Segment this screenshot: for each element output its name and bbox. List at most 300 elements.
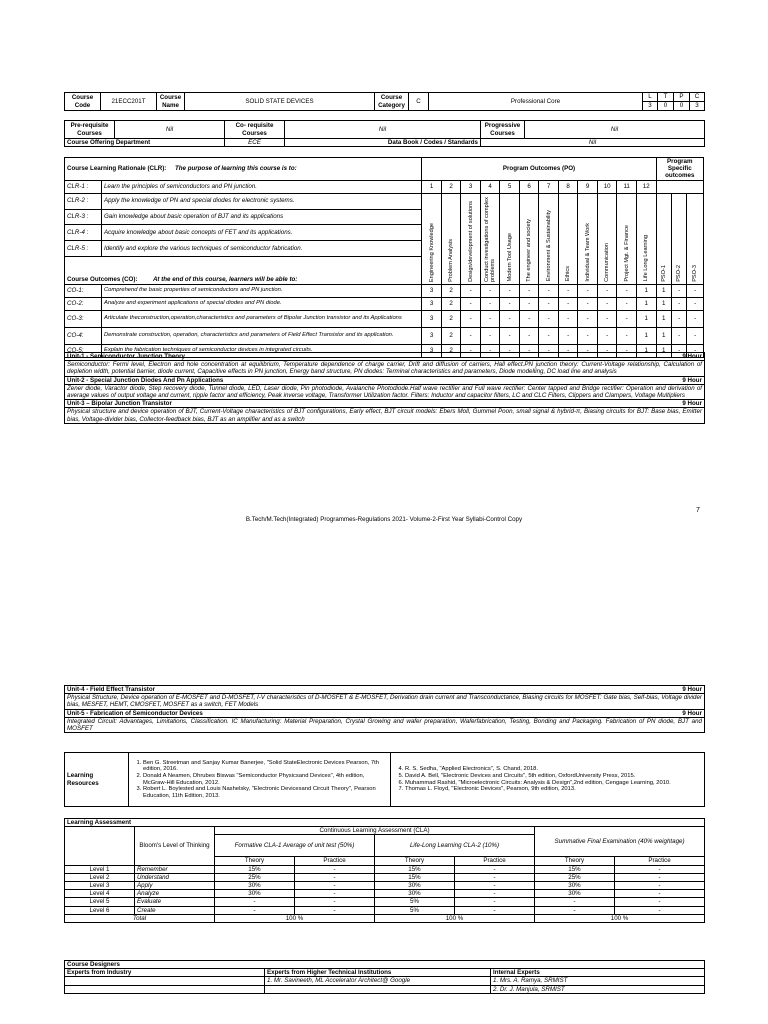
po-label: Environment & Sustainability (545, 210, 552, 282)
co-mapping-cell: 1 (656, 297, 671, 310)
co-text: Articulate theconstruction,operation,characteristics and parameters of Bipolar Junction transistor and its Applications (101, 310, 421, 327)
co-mapping-cell: 3 (422, 310, 442, 327)
assessment-value: 30% (535, 882, 615, 890)
co-mapping-cell: - (671, 284, 686, 297)
po-label-cell (500, 193, 520, 284)
ltpc-label: T (658, 93, 674, 102)
assessment-value: - (295, 873, 375, 881)
co-mapping-cell: - (480, 344, 500, 357)
co-mapping-cell: - (597, 327, 617, 344)
unit-title-row (65, 709, 705, 717)
ltpc-value: 0 (674, 102, 690, 111)
co-mapping-cell: - (519, 344, 539, 357)
po-label: Problem Analysis (448, 238, 455, 282)
co-mapping-cell: - (461, 284, 481, 297)
assessment-value: - (295, 898, 375, 906)
co-mapping-cell: - (617, 297, 637, 310)
co-mapping-cell: 3 (422, 344, 442, 357)
ltpc-value: 3 (690, 102, 705, 111)
blooms-level: Remember (135, 865, 215, 873)
po-number: 7 (539, 180, 559, 193)
co-mapping-cell: - (539, 344, 559, 357)
co-mapping-cell: - (461, 344, 481, 357)
assessment-value: 30% (535, 890, 615, 898)
industry-expert (65, 977, 265, 985)
reference-item: 7. Thomas L. Floyd, "Electronic Devices", Pearson, 9th edition, 2013. (405, 786, 702, 793)
reference-item: 3. Robert L. Boylested and Louis Nashelsky, "Electronic Devicesand Circuit Theory", Pearson Education, 11th Edition, 2013. (143, 786, 388, 799)
po-label-cell (519, 193, 539, 284)
co-mapping-cell: - (461, 297, 481, 310)
assessment-value: 25% (215, 873, 295, 881)
po-label: Life Long Learning (643, 235, 650, 282)
units-page1 (64, 352, 704, 424)
unit-body-row (65, 384, 705, 399)
course-name-label: Course Name (157, 93, 185, 111)
po-number: 2 (441, 180, 461, 193)
assessment-row (65, 873, 705, 881)
po-number: 6 (519, 180, 539, 193)
co-mapping-cell: 1 (636, 297, 656, 310)
assessment-value: - (615, 906, 705, 914)
assessment-value: - (615, 890, 705, 898)
co-row (65, 327, 704, 344)
theory-label: Theory (215, 857, 295, 865)
co-mapping-cell: - (480, 297, 500, 310)
po-label-cell (636, 193, 656, 284)
co-mapping-cell: - (539, 310, 559, 327)
practice-label: Practice (455, 857, 535, 865)
databook-label: Data Book / Codes / Standards (285, 139, 481, 147)
formative-label: Formative CLA-1 Average of unit test (50%) (215, 835, 375, 857)
po-label-cell (578, 193, 598, 284)
co-mapping-cell: - (539, 284, 559, 297)
po-number: 4 (480, 180, 500, 193)
ltpc-value: 0 (658, 102, 674, 111)
total-value: 100 % (215, 914, 375, 922)
course-code: 21ECC201T (101, 93, 157, 111)
co-heading-cell (65, 257, 422, 284)
blooms-label: Bloom's Level of Thinking (135, 827, 215, 865)
blooms-level: Create (135, 906, 215, 914)
co-mapping-cell: - (480, 310, 500, 327)
co-mapping-cell: - (519, 310, 539, 327)
assessment-value: 30% (375, 882, 455, 890)
reference-item: 1. Ben G. Streetman and Sanjay Kumar Banerjee, "Solid StateElectronic Devices Pearson, 7th edition, 2016. (143, 760, 388, 773)
clr-id: CLR-5 : (65, 241, 102, 257)
po-label-cell (441, 193, 461, 284)
po-number: 3 (461, 180, 481, 193)
theory-label: Theory (375, 857, 455, 865)
po-label-cell (480, 193, 500, 284)
pso-label: PSO-3 (692, 264, 699, 282)
assessment-value: 25% (535, 873, 615, 881)
co-mapping-cell: - (597, 297, 617, 310)
department-label: Course Offering Department (65, 139, 225, 147)
ltpc-label: C (690, 93, 705, 102)
assessment-value: - (455, 898, 535, 906)
co-mapping-cell: 1 (656, 310, 671, 327)
po-number: 11 (617, 180, 637, 193)
blank-cell (65, 827, 135, 865)
co-id: CO-4: (65, 327, 102, 344)
assessment-value: - (215, 898, 295, 906)
co-text: Demonstrate construction, operation, characteristics and parameters of Field Effect Transistor and its application. (101, 327, 421, 344)
assessment-value: 30% (215, 890, 295, 898)
co-id: CO-3: (65, 310, 102, 327)
po-label: Ethics (565, 266, 572, 282)
clr-id: CLR-3 : (65, 209, 102, 225)
co-mapping-cell: - (578, 327, 598, 344)
po-label-cell (539, 193, 559, 284)
co-mapping-cell: - (687, 344, 704, 357)
unit-title-row (65, 400, 705, 408)
assessment-value: - (615, 873, 705, 881)
co-mapping-cell: - (617, 310, 637, 327)
co-mapping-cell: - (539, 327, 559, 344)
co-mapping-cell: - (558, 344, 578, 357)
unit-content: Zener diode, Varactor diode, Step recovery diode, Tunnel diode, LED, Laser diode, Pin photodiode, Avalanche Photodiode.Half wave rectifier and Full wave rectifier: Center tapped and Bridge rectifier: Operation and derivation of average values of output voltage and current, ripple factor and efficiency, Peak inverse voltage, Transformer Utilization factor. Filters: Inductor and capacitor filters, LC and CLC Filters, Clippers and Clampers, Voltage Multipliers (65, 384, 705, 399)
co-mapping-cell: 1 (656, 327, 671, 344)
total-value: 100 % (535, 914, 705, 922)
practice-label: Practice (615, 857, 705, 865)
level-label: Level 2 (65, 873, 135, 881)
resources-label: Learning Resources (65, 753, 129, 807)
department-value: ECE (225, 139, 285, 147)
assessment-value: - (455, 906, 535, 914)
unit-title: Unit-4 - Field Effect Transistor (65, 686, 645, 694)
co-text: Comprehend the basic properties of semiconductors and PN junction. (101, 284, 421, 297)
assessment-value: - (615, 865, 705, 873)
co-mapping-cell: 3 (422, 297, 442, 310)
clr-text: Learn the principles of semiconductors and PN junction. (101, 180, 421, 193)
co-mapping-cell: - (671, 297, 686, 310)
co-mapping-cell: - (558, 327, 578, 344)
hti-label: Experts from Higher Technical Institutions (265, 969, 491, 977)
reference-item: 6. Muhammad Rashid, "Microelectronic Circuits: Analysis & Design",2nd edition, Cengage Learning, 2010. (405, 780, 702, 787)
clr-text: Acquire knowledge about basic concepts of FET and its applications. (101, 225, 421, 241)
co-row (65, 310, 704, 327)
industry-label: Experts from Industry (65, 969, 265, 977)
assessment-value: - (535, 898, 615, 906)
co-mapping-cell: 1 (636, 284, 656, 297)
hti-expert: 1. Mr. Savineeth, ML Accelerator Architect@ Google (265, 977, 491, 985)
pso-heading: Program Specific outcomes (656, 158, 703, 181)
page-number: 7 (696, 507, 700, 514)
co-row (65, 297, 704, 310)
unit-title-row (65, 686, 705, 694)
unit-body-row (65, 694, 705, 709)
co-mapping-cell: 1 (656, 344, 671, 357)
co-id: CO-5: (65, 344, 102, 357)
industry-expert (65, 985, 265, 993)
outcomes-table (64, 157, 704, 358)
co-mapping-cell: - (597, 310, 617, 327)
co-mapping-cell: - (500, 327, 520, 344)
internal-label: Internal Experts (491, 969, 705, 977)
blooms-level: Analyze (135, 890, 215, 898)
unit-hours: 9 Hour (645, 353, 705, 361)
unit-title: Unit-3 – Bipolar Junction Transistor (65, 400, 645, 408)
cla-label: Continuous Learning Assessment (CLA) (215, 827, 535, 835)
prerequisite-label: Pre-requisite Courses (65, 121, 115, 139)
co-mapping-cell: - (671, 310, 686, 327)
co-mapping-cell: - (519, 327, 539, 344)
co-mapping-cell: 3 (422, 284, 442, 297)
po-number: 8 (558, 180, 578, 193)
po-label: Individual & Team Work (584, 223, 591, 282)
clr-text: Identify and explore the various techniques of semiconductor fabrication. (101, 241, 421, 257)
blooms-level: Apply (135, 882, 215, 890)
assessment-value: 30% (375, 890, 455, 898)
unit-title: Unit-1 - Semiconductor Junction Theory (65, 353, 645, 361)
co-mapping-cell: 1 (656, 284, 671, 297)
co-text: Analyze and experiment applications of special diodes and PN diode. (101, 297, 421, 310)
corequisite-value: Nil (285, 121, 481, 139)
assessment-value: - (215, 906, 295, 914)
co-mapping-cell: - (687, 310, 704, 327)
clr-id: CLR-4 : (65, 225, 102, 241)
assessment-value: - (455, 890, 535, 898)
level-label: Level 6 (65, 906, 135, 914)
hti-expert (265, 985, 491, 993)
assessment-row (65, 890, 705, 898)
co-mapping-cell: - (558, 284, 578, 297)
unit-content: Semiconductor: Fermi level, Electron and hole concentration at equilibrium, Temperature dependence of charge carrier, Drift and diffusion of carriers, Hall effect.PN junction theory: Current-Voltage relationship, Calculation of depletion width, potential barrier, diode current, Capacitive effects in PN junction, Energy band structure, PN diodes: Terminal characteristics and parameters, Diode modelling, DC load line and analysis (65, 361, 705, 376)
assessment-row (65, 898, 705, 906)
po-label: Modern Tool Usage (506, 233, 513, 282)
co-mapping-cell: - (519, 284, 539, 297)
assessment-row (65, 882, 705, 890)
po-label-cell (597, 193, 617, 284)
ltpc-label: P (674, 93, 690, 102)
assessment-value: - (535, 906, 615, 914)
clr-text: Gain knowledge about basic operation of BJT and its applications (101, 209, 421, 225)
co-heading: Course Outcomes (CO): (67, 276, 138, 284)
clr-id: CLR-2 : (65, 193, 102, 209)
co-mapping-cell: - (558, 310, 578, 327)
ltpc-value: 3 (643, 102, 658, 111)
po-heading: Program Outcomes (PO) (422, 158, 656, 181)
corequisite-label: Co- requisite Courses (225, 121, 285, 139)
clr-heading: Course Learning Rationale (CLR): (67, 165, 167, 173)
page-footer: B.Tech/M.Tech(Integrated) Programmes-Regulations 2021- Volume-2-First Year Syllabi-Control Copy (245, 516, 523, 523)
assessment-total-row (65, 914, 705, 922)
course-header (64, 92, 704, 111)
assessment-value: 15% (215, 865, 295, 873)
assessment-value: 5% (375, 898, 455, 906)
co-mapping-cell: 2 (441, 284, 461, 297)
co-mapping-cell: - (578, 297, 598, 310)
assessment-value: 30% (215, 882, 295, 890)
resources-left (129, 753, 391, 807)
co-row (65, 284, 704, 297)
assessment-value: 15% (375, 873, 455, 881)
assessment-value: - (455, 873, 535, 881)
progressive-label: Progressive Courses (481, 121, 525, 139)
unit-body-row (65, 361, 705, 376)
co-mapping-cell: 1 (636, 327, 656, 344)
co-mapping-cell: 1 (636, 344, 656, 357)
course-designers (64, 960, 704, 994)
co-mapping-cell: - (671, 344, 686, 357)
prerequisite-table (64, 120, 704, 147)
assessment-value: - (615, 882, 705, 890)
progressive-value: Nil (525, 121, 705, 139)
co-purpose: At the end of this course, learners will be able to: (152, 276, 298, 284)
co-mapping-cell: - (671, 327, 686, 344)
theory-label: Theory (535, 857, 615, 865)
co-mapping-cell: 3 (422, 327, 442, 344)
co-mapping-cell: - (617, 284, 637, 297)
unit-title: Unit-5 - Fabrication of Semiconductor Devices (65, 709, 645, 717)
level-label: Level 3 (65, 882, 135, 890)
po-label: Conduct investigations of complex problems (484, 196, 497, 282)
po-number: 9 (578, 180, 598, 193)
ltpc-label: L (643, 93, 658, 102)
units-page2 (64, 685, 704, 733)
po-label-cell (422, 193, 442, 284)
reference-item: 2. Donald A Neamen, Dhrubes Biswas "Semiconductor Physicsand Devices", 4th edition, McGraw-Hill Education, 2012. (143, 773, 388, 786)
pso-label-cell (656, 193, 671, 284)
co-mapping-cell: - (480, 327, 500, 344)
resources-right (391, 753, 705, 807)
unit-body-row (65, 717, 705, 732)
reference-item: 5. David A. Bell, "Electronic Devices and Circuits", 5th edition, OxfordUniversity Press, 2015. (405, 773, 702, 780)
course-name: SOLID STATE DEVICES (185, 93, 375, 111)
po-number: 1 (422, 180, 442, 193)
co-mapping-cell: - (519, 297, 539, 310)
assessment-value: 15% (535, 865, 615, 873)
clr-purpose: The purpose of learning this course is to: (174, 165, 297, 173)
assessment-row (65, 865, 705, 873)
blooms-level: Understand (135, 873, 215, 881)
co-mapping-cell: - (578, 310, 598, 327)
clr-text: Apply the knowledge of PN and special diodes for electronic systems. (101, 193, 421, 209)
po-number: 10 (597, 180, 617, 193)
practice-label: Practice (295, 857, 375, 865)
designers-heading: Course Designers (65, 961, 705, 969)
assessment-value: - (295, 882, 375, 890)
co-mapping-cell: - (461, 327, 481, 344)
unit-body-row (65, 408, 705, 423)
pso-label: PSO-1 (660, 264, 667, 282)
pso-label-cell (687, 193, 704, 284)
po-label: Design/development of solutions (467, 200, 474, 282)
course-category-label: Course Category (375, 93, 409, 111)
unit-title-row (65, 353, 705, 361)
learning-assessment (64, 818, 704, 923)
po-label-cell (461, 193, 481, 284)
course-code-label: Course Code (65, 93, 101, 111)
assessment-value: - (455, 865, 535, 873)
prerequisite-value: Nil (115, 121, 225, 139)
co-mapping-cell: - (578, 344, 598, 357)
co-mapping-cell: - (687, 327, 704, 344)
level-label: Level 1 (65, 865, 135, 873)
reference-item: 4. R. S. Sedha, "Applied Electronics", S. Chand, 2018. (405, 766, 702, 773)
level-label: Level 4 (65, 890, 135, 898)
assessment-value: - (295, 865, 375, 873)
summative-label: Summative Final Examination (40% weightage) (535, 827, 705, 857)
co-mapping-cell: 1 (636, 310, 656, 327)
clr-id: CLR-1 : (65, 180, 102, 193)
unit-content: Physical structure and device operation of BJT, Current-Voltage characteristics of BJT configurations, Early effect, BJT circuit models: Ebers Moll, Gummel Poon, small signal & hybrid-π, Biasing circuits for BJT: Base bias, Emitter bias, Voltage-divider bias, Collector-feedback bias, BJT as an amplifier and as a switch (65, 408, 705, 423)
po-number: 5 (500, 180, 520, 193)
po-label: The engineer and society (526, 218, 533, 282)
po-label: Engineering Knowledge (428, 222, 435, 282)
assessment-value: - (295, 890, 375, 898)
unit-title-row (65, 376, 705, 384)
pso-blank (656, 180, 703, 193)
co-mapping-cell: - (500, 310, 520, 327)
assessment-value: 15% (375, 865, 455, 873)
assessment-value: 5% (375, 906, 455, 914)
co-mapping-cell: - (597, 284, 617, 297)
unit-hours: 9 Hour (645, 400, 705, 408)
co-mapping-cell: - (480, 284, 500, 297)
po-label: Project Mgt. & Finance (623, 225, 630, 282)
internal-expert: 2. Dr. J. Manjula, SRMIST (491, 985, 705, 993)
unit-hours: 9 Hour (645, 376, 705, 384)
course-category-name: Professional Core (429, 93, 643, 111)
unit-title: Unit-2 - Special Junction Diodes And Pn Applications (65, 376, 645, 384)
pso-label-cell (671, 193, 686, 284)
unit-hours: 9 Hour (645, 686, 705, 694)
co-mapping-cell: 2 (441, 310, 461, 327)
co-id: CO-1: (65, 284, 102, 297)
co-mapping-cell: - (500, 344, 520, 357)
co-mapping-cell: - (687, 297, 704, 310)
po-label-cell (617, 193, 637, 284)
po-label-cell (558, 193, 578, 284)
internal-expert: 1. Mrs. A. Ramya, SRMIST (491, 977, 705, 985)
co-mapping-cell: 2 (441, 297, 461, 310)
assessment-value: - (295, 906, 375, 914)
co-mapping-cell: - (500, 297, 520, 310)
co-mapping-cell: - (539, 297, 559, 310)
co-mapping-cell: - (461, 310, 481, 327)
co-text: Explain the fabrication techniques of semiconductor devices in integrated circuits. (101, 344, 421, 357)
assessment-value: - (455, 882, 535, 890)
assessment-row (65, 906, 705, 914)
total-value: 100 % (375, 914, 535, 922)
co-mapping-cell: - (500, 284, 520, 297)
unit-hours: 9 Hour (645, 709, 705, 717)
pso-label: PSO-2 (676, 264, 683, 282)
course-category: C (409, 93, 429, 111)
co-mapping-cell: 2 (441, 327, 461, 344)
lifelong-label: Life-Long Learning CLA-2 (10%) (375, 835, 535, 857)
co-mapping-cell: - (617, 327, 637, 344)
co-mapping-cell: - (578, 284, 598, 297)
level-label: Level 5 (65, 898, 135, 906)
blooms-level: Evaluate (135, 898, 215, 906)
co-mapping-cell: - (687, 284, 704, 297)
po-label: Communication (604, 242, 611, 282)
unit-content: Integrated Circuit: Advantages, Limitations, Classification. IC Manufacturing: Material Preparation, Crystal Growing and wafer preparation, Waferfabrication, Testing, Bonding and Packaging. Fabrication of PN diode, BJT and MOSFET (65, 717, 705, 732)
unit-content: Physical Structure, Device operation of E-MOSFET and D-MOSFET, I-V characteristics of D-MOSFET & E-MOSFET, Derivation drain current and Transconductance, Biasing circuits for MOSFET: Gate bias, Self-bias, Voltage divider bias, MESFET, HEMT, CMOSFET, MOSFET as a switch, FET Models (65, 694, 705, 709)
co-id: CO-2: (65, 297, 102, 310)
po-number: 12 (636, 180, 656, 193)
learning-resources (64, 752, 704, 807)
assessment-heading: Learning Assessment (65, 819, 705, 827)
clr-heading-cell (65, 158, 422, 181)
co-mapping-cell: - (617, 344, 637, 357)
assessment-value: - (615, 898, 705, 906)
co-mapping-cell: 2 (441, 344, 461, 357)
co-mapping-cell: - (558, 297, 578, 310)
total-label: Total (65, 914, 215, 922)
